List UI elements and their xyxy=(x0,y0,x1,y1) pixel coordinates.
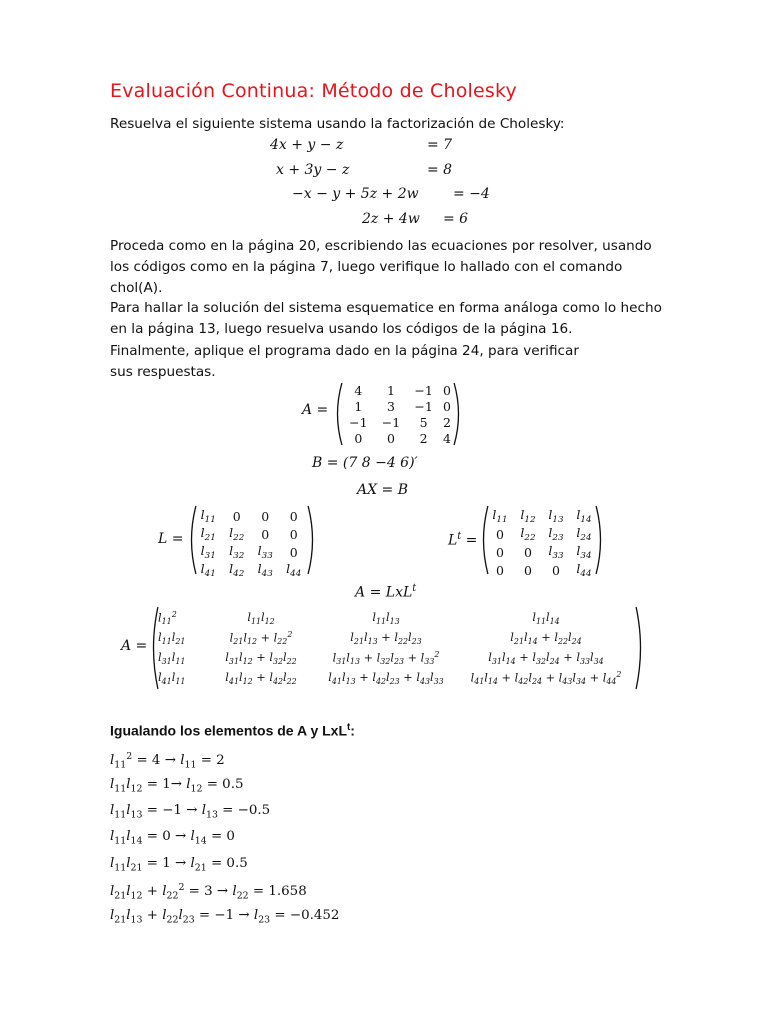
matrix-lt-label: $L^t$ = xyxy=(448,531,478,549)
matrix-cell: $l_{34}$ xyxy=(576,543,592,562)
matrix-cell: $l_{14}$ xyxy=(576,507,592,526)
product-matrix-label: A = xyxy=(121,638,148,654)
matrix-cell: 5 xyxy=(419,414,428,430)
matrix-cell: 0 xyxy=(289,544,298,560)
matrix-cell: 0 xyxy=(524,562,532,578)
matrix-l xyxy=(186,505,318,580)
matrix-cell: 0 xyxy=(232,508,241,524)
matrix-cell: $l_{41}$ xyxy=(200,561,216,580)
equation-ax-b: AX = B xyxy=(357,482,408,498)
matrix-cell: 0 xyxy=(261,526,270,542)
matrix-cell: 0 xyxy=(289,508,298,524)
matrix-cell: −1 xyxy=(381,414,401,430)
matrix-l-table xyxy=(194,507,308,579)
matrix-cell: $l_{43}$ xyxy=(257,561,273,580)
matrix-cell: $l_{13}$ xyxy=(548,507,564,526)
matrix-cell: 2 xyxy=(419,430,428,446)
matrix-row xyxy=(194,525,308,543)
page-title: Evaluación Continua: Método de Cholesky xyxy=(110,80,517,102)
matrix-cell: 4 xyxy=(354,382,363,398)
matrix-a-label: A = xyxy=(302,402,329,418)
matrix-cell: 2 xyxy=(442,414,451,430)
equation-lhs: −x − y + 5z + 2w xyxy=(292,186,419,202)
equation-lhs: 2z + 4w xyxy=(362,211,420,227)
matrix-cell: $l_{21}$ xyxy=(200,525,216,544)
matrix-cell: 0 xyxy=(442,398,451,414)
matrix-cell: $l_{22}$ xyxy=(229,525,245,544)
matrix-cell: $l_{23}$ xyxy=(548,525,564,544)
matrix-cell: 0 xyxy=(496,562,504,578)
matrix-lt xyxy=(478,505,606,580)
matrix-cell: 0 xyxy=(386,430,395,446)
matrix-cell: 0 xyxy=(289,526,298,542)
matrix-cell: 4 xyxy=(442,430,451,446)
matrix-cell: 0 xyxy=(442,382,451,398)
vector-b: B = (7 8 −4 6)′ xyxy=(312,455,418,471)
equation-rhs: = 6 xyxy=(443,211,469,227)
instruction-paragraph-1: Proceda como en la página 20, escribiendo las ecuaciones por resolver, usando los códigos como en la página 7, luego verifique lo hallado con el comando chol(A). xyxy=(110,238,652,296)
equation-rhs: = −4 xyxy=(453,186,490,202)
matrix-cell: −1 xyxy=(414,398,433,414)
matrix-cell: $l_{42}$ xyxy=(229,561,245,580)
matrix-cell: 0 xyxy=(261,508,270,524)
equation-rhs: = 8 xyxy=(427,162,453,178)
matrix-a-table xyxy=(342,382,454,446)
matrix-cell: −1 xyxy=(349,414,368,430)
matrix-cell: 3 xyxy=(386,398,395,414)
matrix-cell: $l_{11}$ xyxy=(200,507,216,526)
matrix-cell: $l_{24}$ xyxy=(576,525,592,544)
matrix-row xyxy=(194,561,308,579)
matrix-cell: 0 xyxy=(354,430,363,446)
matrix-row xyxy=(342,430,454,446)
matrix-row xyxy=(194,507,308,525)
matrix-cell: $l_{33}$ xyxy=(257,543,273,562)
matrix-cell: 0 xyxy=(496,526,504,542)
equation-lhs: x + 3y − z xyxy=(276,162,350,178)
instruction-paragraph-3: Finalmente, aplique el programa dado en la página 24, para verificar sus respuestas. xyxy=(110,343,579,380)
equality-line: $l_{11}l_{14} = 0 \to l_{14} = 0$ xyxy=(110,829,235,847)
equality-line: $l_{21}l_{13} + l_{22}l_{23} = -1 \to l_{23} = -0.452$ xyxy=(110,908,340,926)
matrix-cell: $l_{31}$ xyxy=(200,543,216,562)
matrix-cell: 0 xyxy=(496,544,504,560)
instruction-paragraph-2: Para hallar la solución del sistema esquematice en forma análoga como lo hecho en la página 13, luego resuelva usando los códigos de la página 16. xyxy=(110,300,662,337)
matrix-row xyxy=(486,525,598,543)
matrix-cell: $l_{44}$ xyxy=(576,561,592,580)
equality-line: $l_{11}l_{12} = 1\to l_{12} = 0.5$ xyxy=(110,777,244,795)
matrix-a xyxy=(332,382,464,446)
matrix-l-label: L = xyxy=(158,531,184,547)
matrix-cell: −1 xyxy=(414,382,433,398)
equation-a-llt: A = LxL$^t$ xyxy=(355,583,417,601)
matrix-cell: $l_{11}$ xyxy=(492,507,508,526)
matrix-cell: $l_{22}$ xyxy=(520,525,536,544)
matrix-cell: $l_{12}$ xyxy=(520,507,536,526)
matrix-row xyxy=(342,398,454,414)
equation-lhs: 4x + y − z xyxy=(270,137,344,153)
matrix-cell: 1 xyxy=(354,398,363,414)
equality-line: $l_{11}^2 = 4 \to l_{11} = 2$ xyxy=(110,751,225,771)
equating-heading: Igualando los elementos de A y LxL$^t$: xyxy=(110,722,355,739)
equality-line: $l_{21}l_{12} + l_{22}^2 = 3 \to l_{22} = 1.658$ xyxy=(110,882,307,902)
matrix-row xyxy=(342,382,454,398)
matrix-cell: 0 xyxy=(524,544,532,560)
matrix-cell: 1 xyxy=(386,382,395,398)
matrix-row xyxy=(486,543,598,561)
matrix-cell: 0 xyxy=(552,562,560,578)
matrix-row xyxy=(486,507,598,525)
equality-line: $l_{11}l_{13} = -1 \to l_{13} = -0.5$ xyxy=(110,803,271,821)
product-matrix-table: $l_{11}^2$ $l_{11}l_{12}$ $l_{11}l_{13}$ $l_{11}l_{14}$ $l_{11}l_{21}$ $l_{21}l_{12} + l_{22}^2$ $l_{21}l_{13} + l_{22}l_{23}$ $l_{21}l_{14} + l_{22}l_{24}$ $l_{31}l_{11}$ $l_{31}l_{12} + l_{32}l_{22}$ $l_{31}l_{13} + l_{32}l_{23} + l_{33}^2$ $l_{31}l_{14} + l_{32}l_{24} + l_{33}l_{34}$ $l_{41}l_{11}$ $l_{41}l_{12} + l_{42}l_{22}$ $l_{41}l_{13} + l_{42}l_{23} + l_{43}l_{33}$ $l_{41}l_{14} + l_{42}l_{24} + l_{43}l_{34} + l_{44}^2$ xyxy=(158,609,622,687)
matrix-row xyxy=(486,561,598,579)
equality-line: $l_{11}l_{21} = 1 \to l_{21} = 0.5$ xyxy=(110,856,248,874)
product-matrix xyxy=(148,606,646,690)
matrix-cell: $l_{32}$ xyxy=(229,543,245,562)
matrix-lt-table xyxy=(486,507,598,579)
equation-rhs: = 7 xyxy=(427,137,453,153)
matrix-cell: $l_{44}$ xyxy=(286,561,302,580)
matrix-row xyxy=(342,414,454,430)
matrix-cell: $l_{33}$ xyxy=(548,543,564,562)
matrix-row xyxy=(194,543,308,561)
intro-text: Resuelva el siguiente sistema usando la factorización de Cholesky: xyxy=(110,116,565,132)
